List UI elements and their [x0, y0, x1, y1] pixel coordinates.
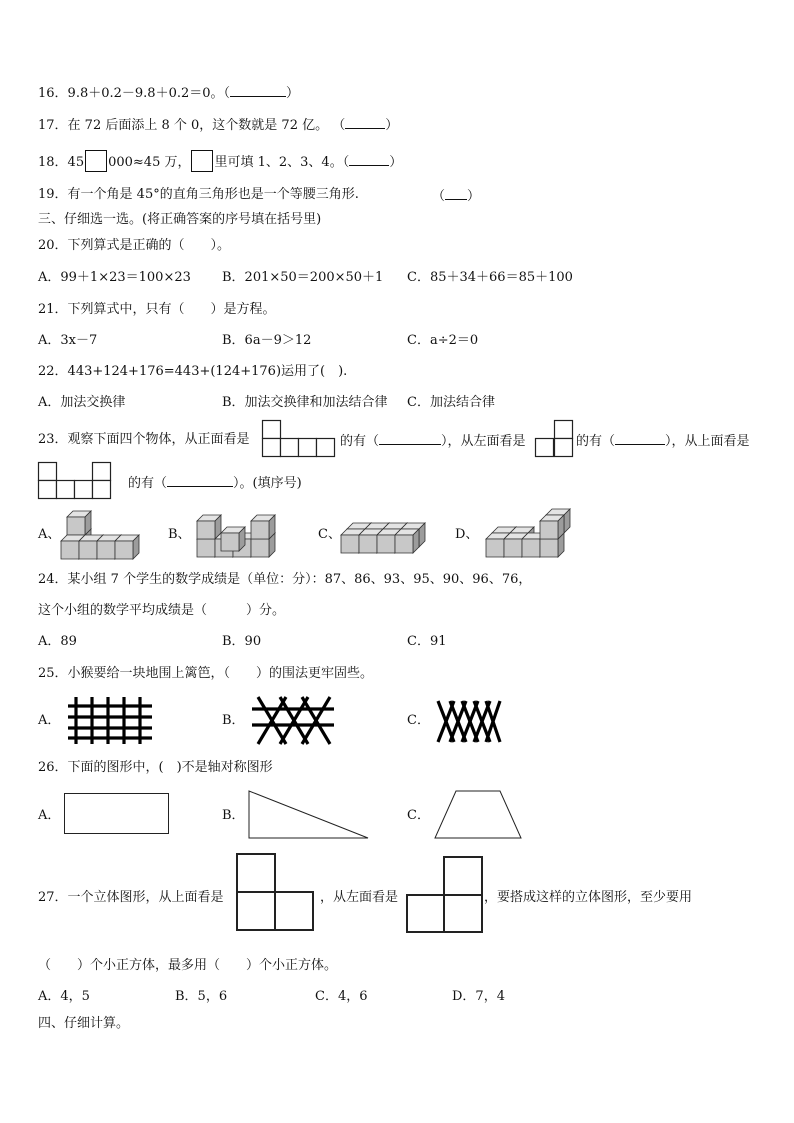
- top-view-grid: [38, 462, 114, 500]
- q23-part4: 的有（: [576, 434, 616, 449]
- q27-line2: （ ）个小正方体，最多用（ ）个小正方体。: [38, 958, 338, 973]
- q23-part1: 23．观察下面四个物体，从正面看是: [38, 432, 250, 447]
- cube-object-a: [60, 508, 146, 560]
- q26-option-b[interactable]: B．: [222, 808, 245, 823]
- q20-option-c[interactable]: C．85＋34＋66＝85＋100: [407, 270, 573, 285]
- q18-part1: 18．45: [38, 155, 85, 170]
- q21-option-a[interactable]: A．3x－7: [38, 333, 98, 348]
- q23-part6: 的有（: [128, 476, 168, 491]
- fence-cross-picture: [436, 701, 502, 743]
- q27-part2: ，从左面看是: [320, 890, 399, 905]
- fill-box[interactable]: [85, 150, 107, 172]
- q23-part5: ），从上面看是: [665, 434, 750, 449]
- q16-close: ）: [286, 86, 300, 101]
- q18-part2: 000≈45 万，: [108, 155, 191, 170]
- q26-option-a[interactable]: A．: [38, 808, 61, 823]
- answer-blank[interactable]: [445, 187, 467, 200]
- q19-text: 19．有一个角是 45°的直角三角形也是一个等腰三角形.: [38, 187, 359, 202]
- q20-option-b[interactable]: B．201×50＝200×50＋1: [222, 270, 384, 285]
- q23-part3: ），从左面看是: [441, 434, 526, 449]
- top-view-shape: [236, 853, 314, 933]
- q18-part3: 里可填 1、2、3、4。（: [214, 155, 350, 170]
- question-24-line1: 24．某小组 7 个学生的数学成绩是（单位：分）：87、86、93、95、90、96、76，: [38, 572, 532, 587]
- q16-text: 16．9.8＋0.2－9.8＋0.2＝0。（: [38, 86, 231, 101]
- q22-option-a[interactable]: A．加法交换律: [38, 395, 126, 410]
- answer-blank[interactable]: [230, 84, 286, 97]
- q21-option-c[interactable]: C．a÷2＝0: [407, 333, 479, 348]
- front-view-grid: [262, 420, 338, 458]
- cube: [115, 535, 139, 559]
- q27-option-b[interactable]: B．5，6: [175, 989, 228, 1004]
- q19-close: ）: [467, 189, 481, 204]
- q26-option-c[interactable]: C．: [407, 808, 430, 823]
- q23-option-b[interactable]: B、: [168, 527, 191, 542]
- q24-option-a[interactable]: A．89: [38, 634, 77, 649]
- section-4-heading: 四、仔细计算。: [38, 1016, 130, 1031]
- q23-option-c[interactable]: C、: [318, 527, 341, 542]
- q27-option-d[interactable]: D．7，4: [452, 989, 505, 1004]
- left-view-grid: [535, 420, 575, 458]
- question-19: [38, 187, 359, 203]
- cube: [221, 527, 245, 551]
- q18-close: ）: [389, 155, 403, 170]
- answer-blank[interactable]: [167, 474, 233, 487]
- cube-object-b: [196, 510, 286, 558]
- q23-part2-wrap: [340, 432, 526, 450]
- question-18: [38, 150, 402, 172]
- q22-option-c[interactable]: C．加法结合律: [407, 395, 495, 410]
- answer-blank[interactable]: [349, 153, 389, 166]
- q24-option-c[interactable]: C．91: [407, 634, 447, 649]
- cube-object-d: [485, 508, 575, 558]
- question-25: 25．小猴要给一块地围上篱笆，（ ）的围法更牢固些。: [38, 666, 374, 681]
- q23-part4-wrap: [576, 432, 750, 450]
- q23-part2: 的有（: [340, 434, 380, 449]
- q17-text: 17．在 72 后面添上 8 个 0，这个数就是 72 亿。 （: [38, 118, 346, 133]
- q21-option-b[interactable]: B．6a－9＞12: [222, 333, 312, 348]
- question-21: 21．下列算式中，只有（ ）是方程。: [38, 302, 276, 317]
- q20-option-a[interactable]: A．99＋1×23＝100×23: [38, 270, 191, 285]
- q19-answer: [432, 187, 480, 205]
- question-22: 22．443+124+176=443+(124+176)运用了( ).: [38, 364, 348, 379]
- cube-object-c: [340, 516, 430, 554]
- cube: [197, 515, 221, 539]
- q17-close: ）: [385, 118, 399, 133]
- q27-part1: 27．一个立体图形，从上面看是: [38, 890, 224, 905]
- fence-grid-picture: [66, 697, 156, 745]
- section-3-heading: 三、仔细选一选。(将正确答案的序号填在括号里): [38, 212, 322, 227]
- cube: [67, 511, 91, 535]
- answer-blank[interactable]: [615, 432, 665, 445]
- question-20: 20．下列算式是正确的（ ）。: [38, 238, 231, 253]
- right-triangle-shape: [248, 790, 370, 840]
- fill-box[interactable]: [191, 150, 213, 172]
- left-view-shape: [406, 856, 484, 934]
- answer-blank[interactable]: [379, 432, 441, 445]
- q23-part6-wrap: [128, 474, 302, 492]
- q27-option-c[interactable]: C．4，6: [315, 989, 368, 1004]
- q25-option-c[interactable]: C．: [407, 713, 430, 728]
- question-16: [38, 84, 299, 102]
- answer-blank[interactable]: [345, 116, 385, 129]
- cube: [540, 515, 564, 539]
- q19-open: （: [432, 189, 446, 204]
- q23-part7: ）。(填序号): [233, 476, 302, 491]
- q27-part3: ，要搭成这样的立体图形，至少要用: [484, 890, 693, 905]
- question-17: [38, 116, 398, 134]
- cube: [251, 515, 275, 539]
- q25-option-a[interactable]: A．: [38, 713, 61, 728]
- q23-option-a[interactable]: A、: [38, 527, 61, 542]
- trapezoid-shape: [434, 790, 522, 840]
- fence-cross-horizontal-picture: [250, 697, 336, 745]
- rectangle-shape: [64, 793, 170, 835]
- q25-option-b[interactable]: B．: [222, 713, 245, 728]
- question-26: 26．下面的图形中，( )不是轴对称图形: [38, 760, 273, 775]
- cube: [395, 529, 419, 553]
- q23-option-d[interactable]: D、: [455, 527, 479, 542]
- q24-option-b[interactable]: B．90: [222, 634, 262, 649]
- q27-option-a[interactable]: A．4，5: [38, 989, 90, 1004]
- q22-option-b[interactable]: B．加法交换律和加法结合律: [222, 395, 388, 410]
- question-24-line2: 这个小组的数学平均成绩是（ ）分。: [38, 603, 286, 618]
